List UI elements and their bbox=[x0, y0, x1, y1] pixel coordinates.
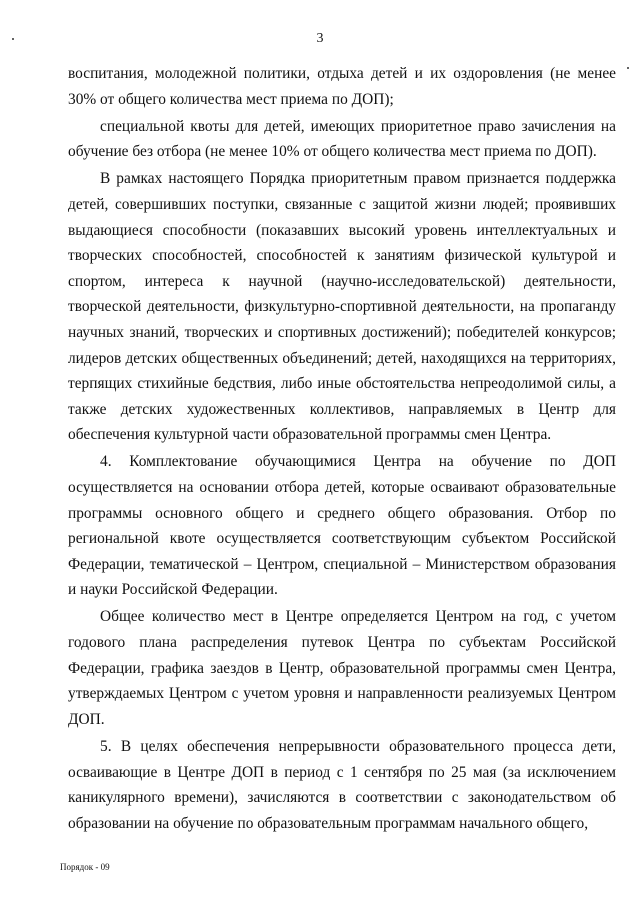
scan-speck bbox=[627, 67, 629, 69]
paragraph: В рамках настоящего Порядка приоритетным правом признается поддержка детей, совершивших поступки, связанные с защитой жизни людей; проявивших выдающиеся способности (показавших высокий уровень интеллектуальных и творческих способностей, способностей к занятиям физической культурой и спортом, интереса к научной (научно-исследовательской) деятельности, творческой деятельности, физкультурно-спортивной деятельности, на пропаганду научных знаний, творческих и спортивных достижений); победителей конкурсов; лидеров детских общественных объединений; детей, находящихся на территориях, терпящих стихийные бедствия, либо иные обстоятельства непреодолимой силы, а также детских художественных коллективов, направляемых в Центр для обеспечения культурной части образовательной программы смен Центра. bbox=[68, 170, 616, 444]
paragraph: 5. В целях обеспечения непрерывности образовательного процесса дети, осваивающие в Центре ДОП в период с 1 сентября по 25 мая (за исключением каникулярного времени), зачисляются в соответствии с законодательством об образовании на обучение по образовательным программам начального общего, bbox=[68, 737, 616, 832]
footer-label: Порядок - 09 bbox=[60, 862, 110, 872]
paragraph: воспитания, молодежной политики, отдыха детей и их оздоровления (не менее 30% от общего количества мест приема по ДОП); bbox=[68, 65, 616, 108]
body-text bbox=[68, 61, 616, 838]
page-number: 3 bbox=[316, 31, 324, 46]
paragraph: Общее количество мест в Центре определяется Центром на год, с учетом годового плана распределения путевок Центра по субъектам Российской Федерации, графика заездов в Центр, образовательной программы смен Центра, утверждаемых Центром с учетом уровня и направленности реализуемых Центром ДОП. bbox=[68, 608, 616, 728]
paragraph: специальной квоты для детей, имеющих приоритетное право зачисления на обучение без отбора (не менее 10% от общего количества мест приема по ДОП). bbox=[68, 117, 616, 161]
paragraph: 4. Комплектование обучающимися Центра на обучение по ДОП осуществляется на основании отбора детей, которые осваивают образовательные программы основного общего и среднего общего образования. Отбор по региональной квоте осуществляется соответствующим субъектом Российской Федерации, тематической – Центром, специальной – Министерством образования и науки Российской Федерации. bbox=[68, 453, 616, 599]
